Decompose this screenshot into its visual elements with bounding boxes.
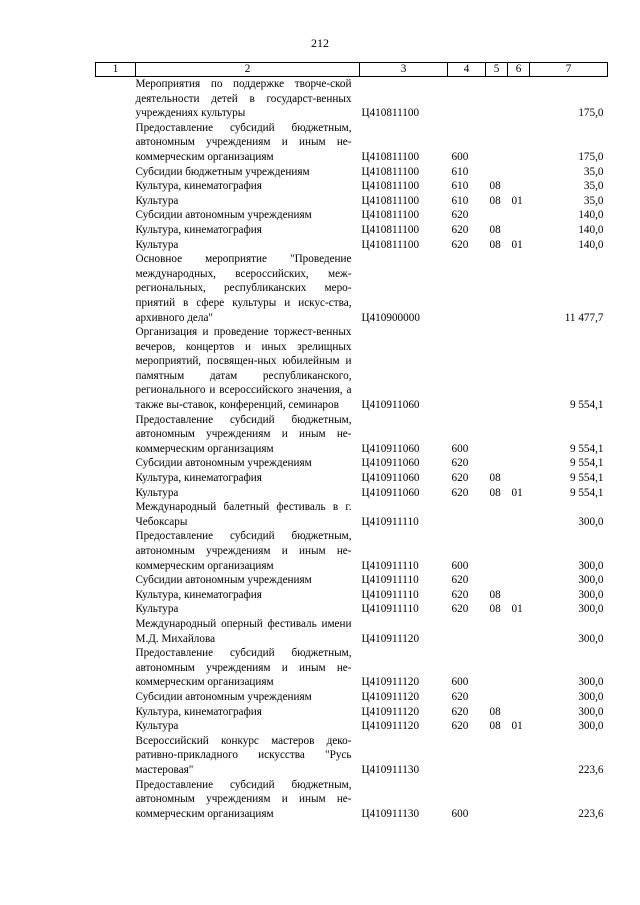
table-row — [96, 529, 608, 573]
row-amount-cell: 300,0 — [578, 559, 604, 572]
row-amount-cell: 9 554,1 — [569, 457, 604, 470]
row-amount-cell: 35,0 — [583, 165, 604, 178]
row-code-cell: Ц410911060 — [361, 457, 420, 470]
row-number-cell — [96, 588, 136, 603]
row-subsection-cell — [508, 529, 530, 573]
row-code-cell: Ц410911110 — [361, 559, 419, 572]
row-name-cell: Предоставление субсидий бюджетным, автономным учреждениям и иным не-коммерческим организациям — [135, 530, 352, 572]
row-subsection-cell — [508, 413, 530, 457]
row-subsection-cell: 01 — [511, 720, 523, 733]
row-name-cell: Международный оперный фестиваль имени М.Д. Михайлова — [135, 617, 352, 645]
row-amount-cell: 300,0 — [578, 720, 604, 733]
table-row — [96, 456, 608, 471]
row-group-cell: 620 — [451, 486, 469, 499]
table-row — [96, 238, 608, 253]
row-amount-cell: 300,0 — [578, 690, 604, 703]
row-group-cell: 600 — [451, 559, 469, 572]
table-row — [96, 165, 608, 180]
row-group-cell — [448, 500, 486, 529]
row-subsection-cell — [508, 223, 530, 238]
row-group-cell: 620 — [451, 472, 469, 485]
row-amount-cell: 175,0 — [578, 107, 604, 120]
row-subsection-cell — [508, 456, 530, 471]
table-row — [96, 778, 608, 822]
table-row — [96, 252, 608, 325]
row-code-cell: Ц410911120 — [361, 690, 420, 703]
row-name-cell: Культура, кинематография — [135, 180, 262, 193]
row-subsection-cell: 01 — [511, 238, 523, 251]
row-subsection-cell — [508, 77, 530, 121]
row-subsection-cell — [508, 500, 530, 529]
row-code-cell: Ц410811100 — [361, 238, 420, 251]
row-name-cell: Организация и проведение торжест-венных вечеров, концертов и иных зрелищных мероприятий, посвящен-ных юбилейным и памятным датам республиканского, регионального и всероссийского значения, а также вы-ставок, конференций, семинаров — [135, 326, 352, 412]
row-name-cell: Субсидии бюджетным учреждениям — [135, 165, 310, 178]
header-cell: 4 — [448, 63, 486, 77]
row-subsection-cell — [508, 471, 530, 486]
row-number-cell — [96, 617, 136, 646]
row-number-cell — [96, 529, 136, 573]
row-section-cell: 08 — [489, 720, 501, 733]
row-name-cell: Предоставление субсидий бюджетным, автономным учреждениям и иным не-коммерческим организациям — [135, 413, 352, 455]
row-subsection-cell — [508, 705, 530, 720]
row-number-cell — [96, 194, 136, 209]
header-cell: 7 — [530, 63, 608, 77]
row-code-cell: Ц410911110 — [361, 603, 419, 616]
row-section-cell — [486, 208, 508, 223]
row-subsection-cell — [508, 165, 530, 180]
row-number-cell — [96, 252, 136, 325]
row-section-cell: 08 — [489, 472, 501, 485]
row-subsection-cell — [508, 646, 530, 690]
row-amount-cell: 140,0 — [578, 238, 604, 251]
row-subsection-cell — [508, 690, 530, 705]
row-code-cell: Ц410811100 — [361, 223, 420, 236]
row-number-cell — [96, 165, 136, 180]
row-group-cell: 600 — [451, 676, 469, 689]
table-row — [96, 77, 608, 121]
row-code-cell: Ц410911120 — [361, 676, 420, 689]
row-group-cell: 620 — [451, 588, 469, 601]
row-number-cell — [96, 646, 136, 690]
row-subsection-cell: 01 — [511, 194, 523, 207]
row-number-cell — [96, 413, 136, 457]
row-section-cell: 08 — [489, 603, 501, 616]
row-group-cell: 620 — [451, 574, 469, 587]
row-subsection-cell: 01 — [511, 486, 523, 499]
row-code-cell: Ц410811100 — [361, 209, 420, 222]
row-group-cell: 620 — [451, 720, 469, 733]
row-subsection-cell: 01 — [511, 603, 523, 616]
row-amount-cell: 9 554,1 — [569, 472, 604, 485]
row-subsection-cell — [508, 325, 530, 413]
row-name-cell: Предоставление субсидий бюджетным, автономным учреждениям и иным не-коммерческим организациям — [135, 647, 352, 689]
row-section-cell — [486, 165, 508, 180]
row-amount-cell: 300,0 — [578, 603, 604, 616]
row-subsection-cell — [508, 573, 530, 588]
row-subsection-cell — [508, 179, 530, 194]
row-section-cell: 08 — [489, 588, 501, 601]
row-code-cell: Ц410911130 — [361, 763, 420, 776]
row-amount-cell: 140,0 — [578, 223, 604, 236]
row-number-cell — [96, 238, 136, 253]
table-row — [96, 194, 608, 209]
row-code-cell: Ц410911130 — [361, 807, 420, 820]
table-row — [96, 486, 608, 501]
row-code-cell: Ц410911110 — [361, 588, 419, 601]
row-name-cell: Культура, кинематография — [135, 705, 262, 718]
table-row — [96, 705, 608, 720]
row-section-cell — [486, 500, 508, 529]
row-code-cell: Ц410811100 — [361, 165, 420, 178]
page-number: 212 — [311, 36, 329, 50]
row-group-cell — [448, 77, 486, 121]
row-code-cell: Ц410811100 — [361, 194, 420, 207]
header-cell: 6 — [508, 63, 530, 77]
row-name-cell: Культура — [135, 486, 179, 499]
row-code-cell: Ц410911110 — [361, 574, 419, 587]
row-code-cell: Ц410911120 — [361, 705, 420, 718]
row-section-cell: 08 — [489, 486, 501, 499]
row-code-cell: Ц410811100 — [361, 107, 420, 120]
row-group-cell: 620 — [451, 603, 469, 616]
row-name-cell: Субсидии автономным учреждениям — [135, 574, 312, 587]
row-subsection-cell — [508, 588, 530, 603]
header-cell: 3 — [360, 63, 448, 77]
row-name-cell: Культура, кинематография — [135, 588, 262, 601]
row-group-cell: 620 — [451, 209, 469, 222]
row-section-cell — [486, 121, 508, 165]
row-group-cell: 620 — [451, 223, 469, 236]
row-number-cell — [96, 77, 136, 121]
row-group-cell: 610 — [451, 180, 469, 193]
row-section-cell — [486, 617, 508, 646]
row-group-cell: 610 — [451, 165, 469, 178]
row-amount-cell: 300,0 — [578, 705, 604, 718]
row-name-cell: Культура — [135, 238, 179, 251]
row-amount-cell: 223,6 — [578, 807, 604, 820]
row-section-cell — [486, 456, 508, 471]
row-amount-cell: 175,0 — [578, 150, 604, 163]
row-code-cell: Ц410811100 — [361, 180, 420, 193]
row-name-cell: Субсидии автономным учреждениям — [135, 209, 312, 222]
row-name-cell: Предоставление субсидий бюджетным, автономным учреждениям и иным не-коммерческим организациям — [135, 778, 352, 820]
row-amount-cell: 9 554,1 — [569, 399, 604, 412]
row-group-cell: 620 — [451, 690, 469, 703]
table-row — [96, 223, 608, 238]
row-code-cell: Ц410811100 — [361, 150, 420, 163]
row-number-cell — [96, 573, 136, 588]
row-group-cell — [448, 325, 486, 413]
table-row — [96, 413, 608, 457]
header-row — [96, 63, 608, 77]
row-section-cell: 08 — [489, 223, 501, 236]
row-number-cell — [96, 778, 136, 822]
row-name-cell: Культура — [135, 720, 179, 733]
row-amount-cell: 223,6 — [578, 763, 604, 776]
row-section-cell — [486, 573, 508, 588]
row-amount-cell: 11 477,7 — [564, 311, 604, 324]
row-number-cell — [96, 500, 136, 529]
row-amount-cell: 300,0 — [578, 515, 604, 528]
table-row — [96, 617, 608, 646]
row-code-cell: Ц410911060 — [361, 486, 420, 499]
table-row — [96, 734, 608, 778]
row-group-cell — [448, 734, 486, 778]
table-row — [96, 179, 608, 194]
row-code-cell: Ц410911110 — [361, 515, 419, 528]
row-section-cell — [486, 734, 508, 778]
row-name-cell: Предоставление субсидий бюджетным, автономным учреждениям и иным не-коммерческим организациям — [135, 121, 352, 163]
row-section-cell — [486, 325, 508, 413]
table-row — [96, 573, 608, 588]
table-row — [96, 602, 608, 617]
row-amount-cell: 300,0 — [578, 632, 604, 645]
table-row — [96, 588, 608, 603]
row-code-cell: Ц410900000 — [361, 311, 420, 324]
row-amount-cell: 35,0 — [583, 180, 604, 193]
row-group-cell: 620 — [451, 457, 469, 470]
row-name-cell: Культура — [135, 603, 179, 616]
table-row — [96, 121, 608, 165]
row-group-cell — [448, 617, 486, 646]
table-row — [96, 500, 608, 529]
table-row — [96, 646, 608, 690]
row-code-cell: Ц410911060 — [361, 472, 420, 485]
row-section-cell: 08 — [489, 194, 501, 207]
row-section-cell: 08 — [489, 705, 501, 718]
row-subsection-cell — [508, 778, 530, 822]
table-row — [96, 690, 608, 705]
row-number-cell — [96, 719, 136, 734]
row-number-cell — [96, 208, 136, 223]
row-name-cell: Всероссийский конкурс мастеров деко-ративно-прикладного искусства "Русь мастеровая" — [135, 734, 352, 776]
row-number-cell — [96, 705, 136, 720]
row-subsection-cell — [508, 252, 530, 325]
row-section-cell — [486, 646, 508, 690]
row-amount-cell: 140,0 — [578, 209, 604, 222]
row-number-cell — [96, 325, 136, 413]
row-amount-cell: 300,0 — [578, 588, 604, 601]
row-group-cell: 610 — [451, 194, 469, 207]
row-name-cell: Основное мероприятие "Проведение международных, всероссийских, меж-региональных, республиканских меро-приятий в сфере культуры и искус-ства, архивного дела" — [135, 253, 352, 324]
row-name-cell: Культура — [135, 194, 179, 207]
row-amount-cell: 35,0 — [583, 194, 604, 207]
row-number-cell — [96, 486, 136, 501]
row-section-cell — [486, 252, 508, 325]
row-group-cell — [448, 252, 486, 325]
budget-table — [95, 62, 608, 821]
row-number-cell — [96, 179, 136, 194]
row-section-cell — [486, 413, 508, 457]
row-number-cell — [96, 734, 136, 778]
table-row — [96, 471, 608, 486]
row-number-cell — [96, 602, 136, 617]
header-cell: 2 — [136, 63, 360, 77]
row-amount-cell: 9 554,1 — [569, 486, 604, 499]
row-name-cell: Культура, кинематография — [135, 223, 262, 236]
row-group-cell: 600 — [451, 150, 469, 163]
row-name-cell: Культура, кинематография — [135, 472, 262, 485]
row-amount-cell: 300,0 — [578, 676, 604, 689]
row-amount-cell: 300,0 — [578, 574, 604, 587]
row-group-cell: 620 — [451, 705, 469, 718]
row-number-cell — [96, 456, 136, 471]
row-number-cell — [96, 121, 136, 165]
row-name-cell: Субсидии автономным учреждениям — [135, 690, 312, 703]
row-name-cell: Международный балетный фестиваль в г. Чебоксары — [135, 501, 352, 528]
row-section-cell: 08 — [489, 238, 501, 251]
header-cell: 5 — [486, 63, 508, 77]
row-amount-cell: 9 554,1 — [569, 442, 604, 455]
row-section-cell — [486, 77, 508, 121]
table-row — [96, 719, 608, 734]
row-code-cell: Ц410911120 — [361, 720, 420, 733]
row-group-cell: 620 — [451, 238, 469, 251]
row-code-cell: Ц410911120 — [361, 632, 420, 645]
row-group-cell: 600 — [451, 442, 469, 455]
row-section-cell: 08 — [489, 180, 501, 193]
row-section-cell — [486, 529, 508, 573]
row-group-cell: 600 — [451, 807, 469, 820]
row-subsection-cell — [508, 208, 530, 223]
row-subsection-cell — [508, 121, 530, 165]
row-subsection-cell — [508, 617, 530, 646]
table-row — [96, 325, 608, 413]
row-code-cell: Ц410911060 — [361, 399, 420, 412]
row-section-cell — [486, 690, 508, 705]
row-subsection-cell — [508, 734, 530, 778]
table-row — [96, 208, 608, 223]
header-cell: 1 — [96, 63, 136, 77]
row-number-cell — [96, 471, 136, 486]
row-section-cell — [486, 778, 508, 822]
row-number-cell — [96, 690, 136, 705]
row-name-cell: Мероприятия по поддержке творче-ской деятельности детей в государст-венных учреждениях культуры — [135, 78, 352, 120]
row-name-cell: Субсидии автономным учреждениям — [135, 457, 312, 470]
row-code-cell: Ц410911060 — [361, 442, 420, 455]
row-number-cell — [96, 223, 136, 238]
